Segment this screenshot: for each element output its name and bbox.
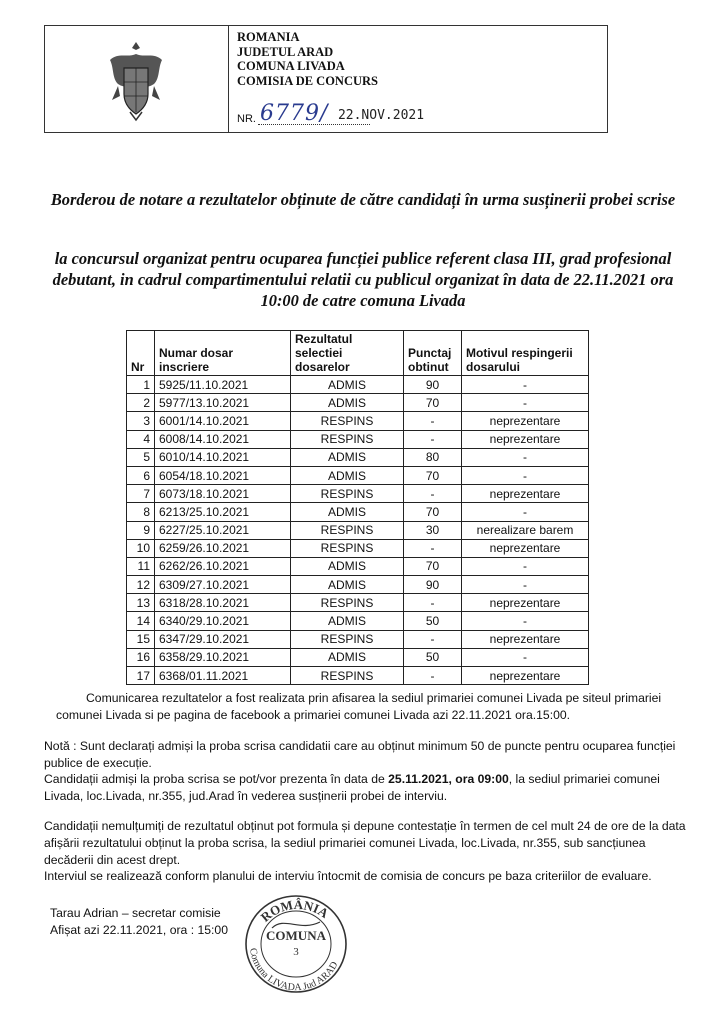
header-line-commission: COMISIA DE CONCURS bbox=[237, 73, 378, 88]
rejection-reason-cell: nerealizare barem bbox=[462, 521, 589, 539]
selection-result-cell: ADMIS bbox=[291, 557, 404, 575]
table-row bbox=[127, 485, 589, 503]
interview-date: 25.11.2021, ora 09:00 bbox=[388, 772, 509, 786]
interview-plan-paragraph: Interviul se realizează conform planului de interviu întocmit de comisia de concurs pe baza criteriilor de evaluare. bbox=[44, 869, 652, 883]
rejection-reason-cell: neprezentare bbox=[462, 630, 589, 648]
score-cell: - bbox=[404, 630, 462, 648]
file-number-cell: 6309/27.10.2021 bbox=[155, 576, 291, 594]
score-cell: 90 bbox=[404, 576, 462, 594]
table-row bbox=[127, 648, 589, 666]
row-nr-cell: 17 bbox=[127, 667, 155, 685]
header-divider bbox=[228, 26, 229, 132]
score-cell: 70 bbox=[404, 503, 462, 521]
file-number-cell: 5977/13.10.2021 bbox=[155, 394, 291, 412]
file-number-cell: 6358/29.10.2021 bbox=[155, 648, 291, 666]
file-number-cell: 6259/26.10.2021 bbox=[155, 539, 291, 557]
rejection-reason-cell: - bbox=[462, 576, 589, 594]
score-cell: 70 bbox=[404, 466, 462, 484]
file-number-cell: 6262/26.10.2021 bbox=[155, 557, 291, 575]
row-nr-cell: 11 bbox=[127, 557, 155, 575]
nr-handwritten-value: 6779/ bbox=[259, 101, 329, 126]
rejection-reason-cell: neprezentare bbox=[462, 539, 589, 557]
document-subtitle: la concursul organizat pentru ocuparea funcției publice referent clasa III, grad profesional debutant, in cadrul compartimentului relatii cu publicul organizat în data de 22.11.2021 ora 10:00 de catre comuna Livada bbox=[52, 249, 674, 310]
table-body bbox=[127, 376, 589, 685]
row-nr-cell: 15 bbox=[127, 630, 155, 648]
note-paragraph: Notă : Sunt declarați admiși la proba scrisa candidatii care au obținut minimum 50 de puncte pentru ocuparea funcției publice de execuție. bbox=[44, 739, 676, 770]
row-nr-cell: 8 bbox=[127, 503, 155, 521]
rejection-reason-cell: - bbox=[462, 503, 589, 521]
score-cell: - bbox=[404, 430, 462, 448]
file-number-cell: 6008/14.10.2021 bbox=[155, 430, 291, 448]
rejection-reason-cell: neprezentare bbox=[462, 412, 589, 430]
interview-text-pre: Candidații admiși la proba scrisa se pot/vor prezenta în data de bbox=[44, 772, 389, 786]
table-header-row bbox=[127, 331, 589, 376]
row-nr-cell: 1 bbox=[127, 376, 155, 394]
selection-result-cell: ADMIS bbox=[291, 394, 404, 412]
selection-result-cell: ADMIS bbox=[291, 612, 404, 630]
header-line-county: JUDETUL ARAD bbox=[237, 44, 334, 59]
romania-coat-of-arms-icon bbox=[104, 38, 168, 122]
rejection-reason-cell: - bbox=[462, 612, 589, 630]
row-nr-cell: 10 bbox=[127, 539, 155, 557]
selection-result-cell: RESPINS bbox=[291, 539, 404, 557]
rejection-reason-cell: neprezentare bbox=[462, 430, 589, 448]
table-row bbox=[127, 376, 589, 394]
rejection-reason-cell: - bbox=[462, 466, 589, 484]
table-row bbox=[127, 667, 589, 685]
selection-result-cell: RESPINS bbox=[291, 521, 404, 539]
score-cell: - bbox=[404, 594, 462, 612]
table-row bbox=[127, 612, 589, 630]
row-nr-cell: 9 bbox=[127, 521, 155, 539]
header-nr: Nr bbox=[127, 331, 155, 376]
selection-result-cell: ADMIS bbox=[291, 376, 404, 394]
commune-stamp bbox=[236, 888, 356, 998]
registration-number bbox=[237, 101, 425, 126]
signer-line: Tarau Adrian – secretar comisie bbox=[50, 906, 221, 920]
score-cell: - bbox=[404, 667, 462, 685]
rejection-reason-cell: neprezentare bbox=[462, 594, 589, 612]
score-cell: 50 bbox=[404, 648, 462, 666]
posted-line: Afișat azi 22.11.2021, ora : 15:00 bbox=[50, 923, 228, 937]
file-number-cell: 6073/18.10.2021 bbox=[155, 485, 291, 503]
score-cell: - bbox=[404, 485, 462, 503]
table-row bbox=[127, 557, 589, 575]
score-cell: 70 bbox=[404, 394, 462, 412]
score-cell: 90 bbox=[404, 376, 462, 394]
selection-result-cell: ADMIS bbox=[291, 576, 404, 594]
table-row bbox=[127, 630, 589, 648]
file-number-cell: 6213/25.10.2021 bbox=[155, 503, 291, 521]
rejection-reason-cell: - bbox=[462, 557, 589, 575]
header-line-country: ROMANIA bbox=[237, 30, 300, 44]
stamp-bottom-text: Comuna LIVADA Jud ARAD bbox=[246, 947, 341, 994]
row-nr-cell: 3 bbox=[127, 412, 155, 430]
score-cell: - bbox=[404, 412, 462, 430]
rejection-reason-cell: - bbox=[462, 448, 589, 466]
table-row bbox=[127, 466, 589, 484]
header-selection-result: Rezultatul selectiei dosarelor bbox=[291, 331, 404, 376]
file-number-cell: 6318/28.10.2021 bbox=[155, 594, 291, 612]
file-number-cell: 6227/25.10.2021 bbox=[155, 521, 291, 539]
table-row bbox=[127, 539, 589, 557]
row-nr-cell: 14 bbox=[127, 612, 155, 630]
table-row bbox=[127, 412, 589, 430]
selection-result-cell: RESPINS bbox=[291, 430, 404, 448]
selection-result-cell: RESPINS bbox=[291, 485, 404, 503]
interview-text-post: , la sediul primariei comunei Livada, loc.Livada, nr.355, jud.Arad în vederea susținerii probei de interviu. bbox=[44, 772, 660, 803]
table-row bbox=[127, 503, 589, 521]
row-nr-cell: 5 bbox=[127, 448, 155, 466]
score-cell: 70 bbox=[404, 557, 462, 575]
interview-paragraph bbox=[44, 771, 684, 805]
row-nr-cell: 2 bbox=[127, 394, 155, 412]
document-header bbox=[44, 25, 608, 133]
stamp-center-text: COMUNA bbox=[266, 928, 326, 943]
rejection-reason-cell: - bbox=[462, 648, 589, 666]
row-nr-cell: 7 bbox=[127, 485, 155, 503]
header-score: Punctaj obtinut bbox=[404, 331, 462, 376]
selection-result-cell: RESPINS bbox=[291, 412, 404, 430]
file-number-cell: 6340/29.10.2021 bbox=[155, 612, 291, 630]
file-number-cell: 6054/18.10.2021 bbox=[155, 466, 291, 484]
stamp-number: 3 bbox=[293, 946, 299, 958]
selection-result-cell: ADMIS bbox=[291, 648, 404, 666]
nr-label: NR. bbox=[237, 113, 256, 125]
rejection-reason-cell: - bbox=[462, 376, 589, 394]
table-row bbox=[127, 448, 589, 466]
row-nr-cell: 6 bbox=[127, 466, 155, 484]
table-row bbox=[127, 394, 589, 412]
row-nr-cell: 16 bbox=[127, 648, 155, 666]
rejection-reason-cell: neprezentare bbox=[462, 667, 589, 685]
file-number-cell: 6347/29.10.2021 bbox=[155, 630, 291, 648]
table-row bbox=[127, 430, 589, 448]
rejection-reason-cell: neprezentare bbox=[462, 485, 589, 503]
selection-result-cell: ADMIS bbox=[291, 448, 404, 466]
header-rejection-reason: Motivul respingerii dosarului bbox=[462, 331, 589, 376]
header-lines bbox=[237, 30, 378, 88]
selection-result-cell: RESPINS bbox=[291, 630, 404, 648]
header-line-commune: COMUNA LIVADA bbox=[237, 59, 345, 73]
results-table bbox=[126, 330, 589, 685]
selection-result-cell: RESPINS bbox=[291, 594, 404, 612]
rejection-reason-cell: - bbox=[462, 394, 589, 412]
table-row bbox=[127, 576, 589, 594]
selection-result-cell: ADMIS bbox=[291, 466, 404, 484]
nr-date-stamp: 22.NOV.2021 bbox=[337, 108, 425, 123]
row-nr-cell: 12 bbox=[127, 576, 155, 594]
file-number-cell: 5925/11.10.2021 bbox=[155, 376, 291, 394]
header-file-number: Numar dosar inscriere bbox=[155, 331, 291, 376]
appeal-paragraph: Candidații nemulțumiți de rezultatul obținut pot formula și depune contestație în termen de cel mult 24 de ore de la data afișării rezultatului obținut la proba scrisa, la sediul primariei comunei Livada, loc.Livada, nr.355, sub sancțiunea decăderii din acest drept. bbox=[44, 819, 686, 867]
table-row bbox=[127, 594, 589, 612]
score-cell: 80 bbox=[404, 448, 462, 466]
file-number-cell: 6368/01.11.2021 bbox=[155, 667, 291, 685]
file-number-cell: 6001/14.10.2021 bbox=[155, 412, 291, 430]
score-cell: 50 bbox=[404, 612, 462, 630]
stamp-top-text: ROMÂNIA bbox=[257, 897, 332, 925]
communication-paragraph: Comunicarea rezultatelor a fost realizata prin afisarea la sediul primariei comunei Livada pe siteul primariei comunei Livada si pe pagina de facebook a primariei comunei Livada azi 22.11.2021 ora.15:00. bbox=[56, 691, 662, 722]
score-cell: - bbox=[404, 539, 462, 557]
file-number-cell: 6010/14.10.2021 bbox=[155, 448, 291, 466]
table-row bbox=[127, 521, 589, 539]
document-title: Borderou de notare a rezultatelor obținute de către candidați în urma susținerii probei scrise bbox=[50, 190, 676, 209]
row-nr-cell: 4 bbox=[127, 430, 155, 448]
selection-result-cell: RESPINS bbox=[291, 667, 404, 685]
nr-field bbox=[258, 101, 425, 126]
row-nr-cell: 13 bbox=[127, 594, 155, 612]
selection-result-cell: ADMIS bbox=[291, 503, 404, 521]
score-cell: 30 bbox=[404, 521, 462, 539]
